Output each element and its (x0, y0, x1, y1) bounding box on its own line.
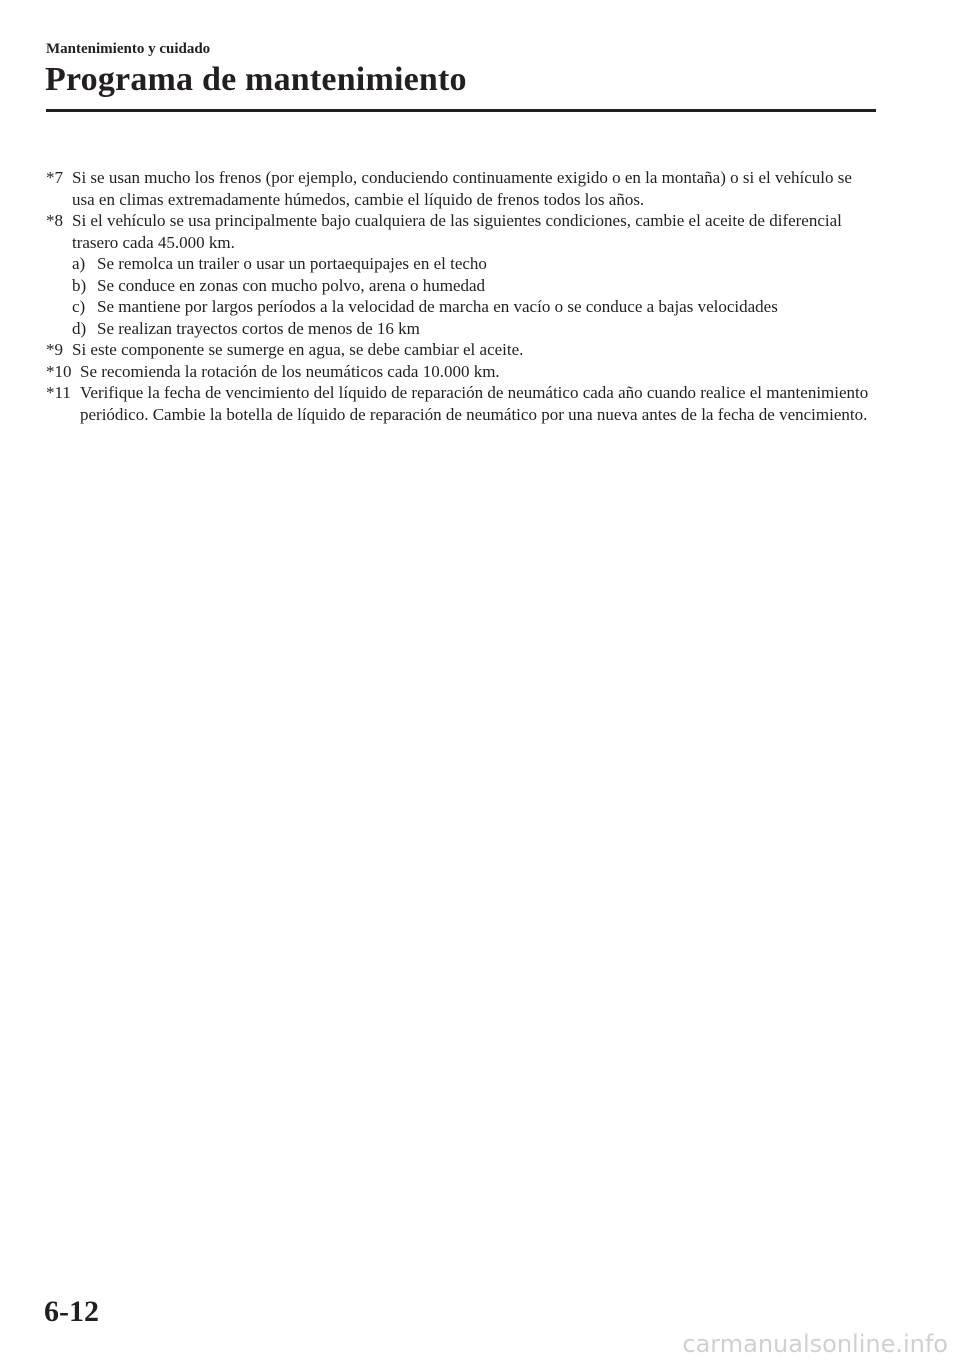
footnote-text: Se recomienda la rotación de los neumáticos cada 10.000 km. (80, 361, 500, 381)
watermark: carmanualsonline.info (682, 1330, 948, 1358)
footnote-text: Si este componente se sumerge en agua, se debe cambiar el aceite. (72, 340, 524, 359)
footnote-9 (46, 339, 876, 361)
footnote-marker: *11 (46, 383, 71, 402)
footnote-8 (46, 210, 876, 253)
footnote-text: Verifique la fecha de vencimiento del líquido de reparación de neumático cada año cuando realice el mantenimiento periódico. Cambie la botella de líquido de reparación de neumático por una nueva antes de la fecha de vencimiento. (80, 383, 869, 424)
footnote-11 (46, 382, 876, 425)
footnote-marker: *8 (46, 211, 63, 230)
condition-item (72, 296, 876, 318)
footnote-text: Si se usan mucho los frenos (por ejemplo, conduciendo continuamente exigido o en la montaña) o si el vehículo se usa en climas extremadamente húmedos, cambie el líquido de frenos todos los años. (72, 168, 852, 209)
footnote-marker: *7 (46, 168, 63, 187)
footnote-marker: *10 (46, 361, 72, 381)
condition-item (72, 275, 876, 297)
footnotes-list (46, 167, 876, 425)
section-label: Mantenimiento y cuidado (46, 41, 211, 57)
condition-text: Se remolca un trailer o usar un portaequipajes en el techo (97, 254, 487, 273)
condition-marker: c) (72, 297, 86, 316)
condition-marker: b) (72, 275, 87, 295)
condition-text: Se conduce en zonas con mucho polvo, arena o humedad (97, 275, 486, 295)
footnote-text: Si el vehículo se usa principalmente bajo cualquiera de las siguientes condiciones, cambie el aceite de diferencial trasero cada 45.000 km. (72, 211, 842, 252)
footnote-marker: *9 (46, 340, 63, 359)
condition-list (72, 253, 876, 339)
condition-text: Se realizan trayectos cortos de menos de 16 km (97, 318, 420, 338)
page-number: 6-12 (44, 1295, 99, 1328)
condition-item (72, 253, 876, 275)
condition-item (72, 318, 876, 340)
condition-marker: d) (72, 318, 87, 338)
condition-marker: a) (72, 254, 86, 273)
condition-text: Se mantiene por largos períodos a la velocidad de marcha en vacío o se conduce a bajas velocidades (97, 297, 778, 316)
footnote-7 (46, 167, 876, 210)
footnote-10 (46, 361, 876, 383)
title-rule (46, 109, 876, 112)
page-title: Programa de mantenimiento (45, 61, 467, 98)
